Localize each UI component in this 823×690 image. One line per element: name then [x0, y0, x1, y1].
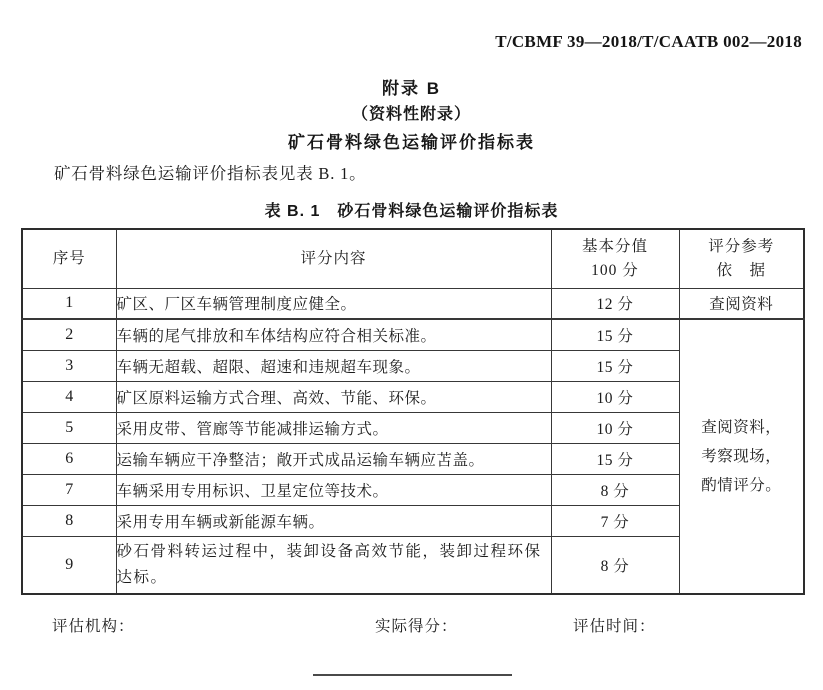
- column-header-no: [22, 229, 116, 288]
- score-cell: 7 分: [551, 505, 679, 536]
- column-header-reference-line2: 依 据: [716, 261, 766, 279]
- evaluator-org-label: 评估机构：: [52, 618, 135, 635]
- score-cell: 15 分: [551, 350, 679, 381]
- column-header-no-label: 序号: [52, 249, 86, 267]
- row-number-cell: 8: [22, 505, 116, 536]
- evaluation-table: [21, 228, 805, 595]
- score-cell: 8 分: [551, 536, 679, 594]
- score-cell: 8 分: [551, 474, 679, 505]
- reference-line: 考察现场，: [701, 448, 782, 465]
- row-number-cell: 1: [22, 288, 116, 319]
- score-cell: 15 分: [551, 443, 679, 474]
- content-cell: 车辆无超载、超限、超速和违规超车现象。: [116, 350, 551, 381]
- content-cell: 车辆采用专用标识、卫星定位等技术。: [116, 474, 551, 505]
- score-cell: 10 分: [551, 381, 679, 412]
- content-cell: 矿区原料运输方式合理、高效、节能、环保。: [116, 381, 551, 412]
- column-header-reference-line1: 评分参考: [708, 237, 775, 255]
- column-header-score-line2: 100 分: [591, 261, 639, 279]
- reference-line: 查阅资料，: [701, 419, 782, 436]
- table-header-row: [22, 229, 804, 288]
- content-cell: 砂石骨料转运过程中，装卸设备高效节能，装卸过程环保达标。: [116, 536, 551, 594]
- page-footer-rule: [313, 674, 512, 676]
- appendix-type-note: （资料性附录）: [351, 106, 471, 123]
- appendix-title: 矿石骨料绿色运输评价指标表: [288, 133, 535, 152]
- intro-paragraph: 矿石骨料绿色运输评价指标表见表 B. 1。: [54, 164, 367, 183]
- column-header-content: [116, 229, 551, 288]
- appendix-label: 附录 B: [382, 79, 441, 98]
- table-row: [22, 288, 804, 319]
- score-cell: 12 分: [551, 288, 679, 319]
- row-number-cell: 6: [22, 443, 116, 474]
- column-header-content-label: 评分内容: [300, 249, 367, 267]
- content-cell: 采用专用车辆或新能源车辆。: [116, 505, 551, 536]
- row-number-cell: 5: [22, 412, 116, 443]
- score-cell: 10 分: [551, 412, 679, 443]
- merged-reference-cell: [679, 319, 804, 594]
- column-header-score-line1: 基本分值: [581, 237, 648, 255]
- content-cell: 矿区、厂区车辆管理制度应健全。: [116, 288, 551, 319]
- content-cell: 运输车辆应干净整洁；敞开式成品运输车辆应苫盖。: [116, 443, 551, 474]
- table-row: [22, 319, 804, 350]
- row-number-cell: 2: [22, 319, 116, 350]
- column-header-score: [551, 229, 679, 288]
- row-number-cell: 3: [22, 350, 116, 381]
- reference-cell: 查阅资料: [679, 288, 804, 319]
- column-header-reference: [679, 229, 804, 288]
- row-number-cell: 4: [22, 381, 116, 412]
- standard-number: T/CBMF 39—2018/T/CAATB 002—2018: [495, 32, 802, 51]
- row-number-cell: 7: [22, 474, 116, 505]
- row-number-cell: 9: [22, 536, 116, 594]
- table-caption: 表 B. 1 砂石骨料绿色运输评价指标表: [264, 203, 559, 220]
- score-cell: 15 分: [551, 319, 679, 350]
- reference-line: 酌情评分。: [701, 477, 782, 494]
- content-cell: 采用皮带、管廊等节能减排运输方式。: [116, 412, 551, 443]
- actual-score-label: 实际得分：: [375, 618, 458, 635]
- content-cell: 车辆的尾气排放和车体结构应符合相关标准。: [116, 319, 551, 350]
- evaluation-time-label: 评估时间：: [573, 618, 656, 635]
